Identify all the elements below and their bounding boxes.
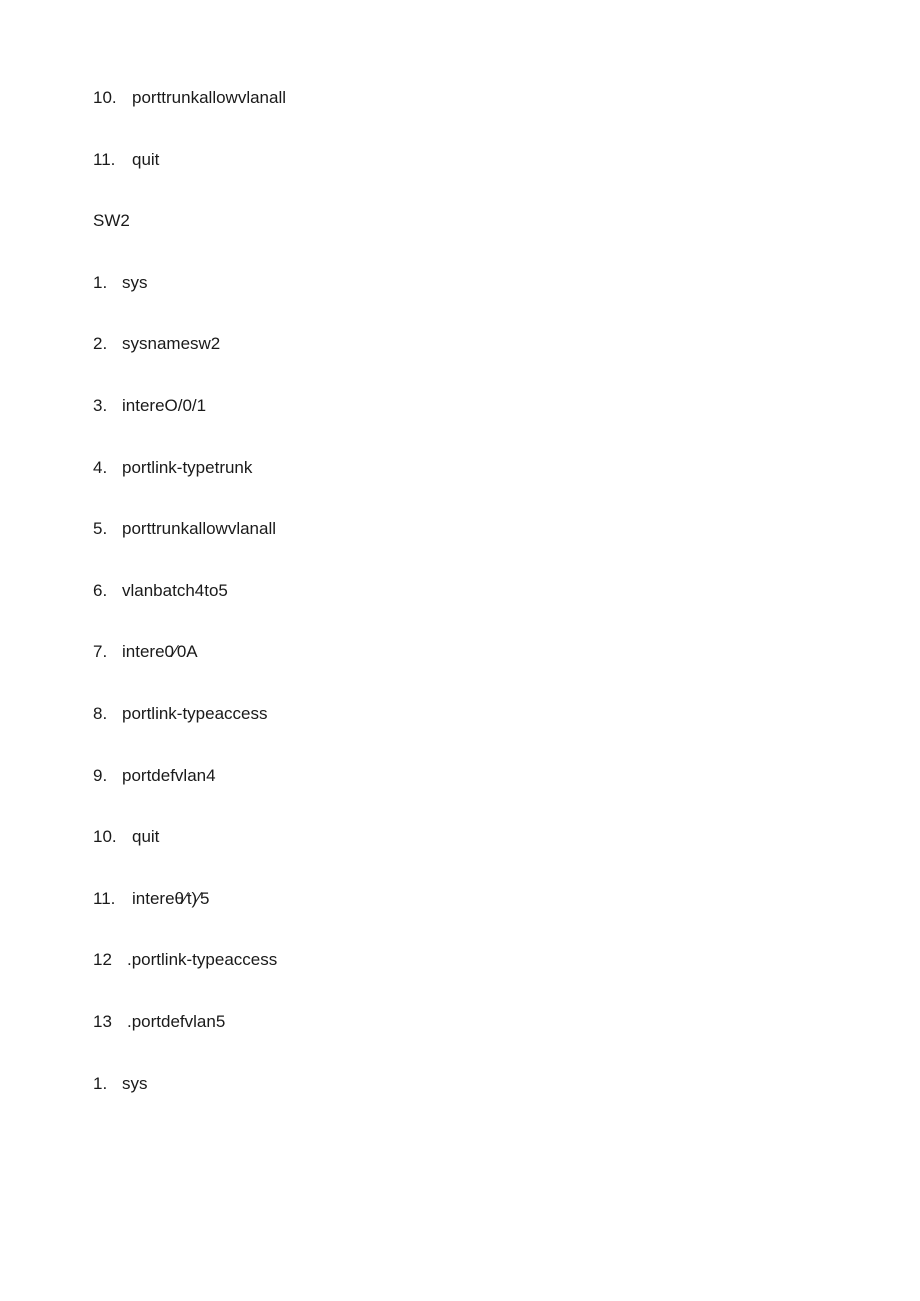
config-line [93,702,286,764]
line-number: 12 [93,950,112,970]
heading-text: SW2 [93,211,130,231]
line-text: porttrunkallowvlanall [122,519,277,539]
config-line [93,271,286,333]
line-text: portdefvlan4 [122,765,216,785]
config-line [93,456,286,518]
config-line [93,948,286,1010]
line-number: 10. [93,827,117,847]
config-line [93,1072,286,1134]
line-text: .portdefvlan5 [127,1011,226,1031]
section-heading [93,209,286,271]
line-number: 6. [93,580,108,600]
line-text: porttrunkallowvlanall [132,88,287,107]
line-number: 8. [93,703,108,723]
line-text: intere0∕0A [122,642,198,662]
config-line [93,887,286,949]
line-text: sysnamesw2 [122,334,221,354]
config-line [93,517,286,579]
line-number: 11. [93,888,116,908]
line-text: intereO/0/1 [122,395,207,415]
line-text: portlink-typeaccess [122,703,268,723]
config-line [93,764,286,826]
line-text: vlanbatch4to5 [122,580,228,600]
line-text: sys [122,272,148,292]
config-line [93,640,286,702]
line-number: 11. [93,149,116,169]
config-line [93,394,286,456]
line-number: 13 [93,1011,112,1031]
line-text: quit [132,149,160,169]
line-number: 4. [93,457,108,477]
config-line [93,579,286,641]
line-text: .portlink-typeaccess [127,950,278,970]
config-line [93,148,286,210]
line-number: 1. [93,1073,108,1093]
line-text: quit [132,827,160,847]
line-number: 1. [93,272,108,292]
line-text: intereθ∕t)∕5 [132,888,210,908]
line-text: sys [122,1073,148,1093]
config-lines [93,86,286,1133]
line-number: 7. [93,642,108,662]
line-number: 10. [93,88,117,107]
config-line [93,86,286,148]
line-text: portlink-typetrunk [122,457,253,477]
line-number: 5. [93,519,108,539]
line-number: 9. [93,765,108,785]
config-line [93,825,286,887]
line-number: 3. [93,395,108,415]
line-number: 2. [93,334,108,354]
config-line [93,1010,286,1072]
config-line [93,332,286,394]
